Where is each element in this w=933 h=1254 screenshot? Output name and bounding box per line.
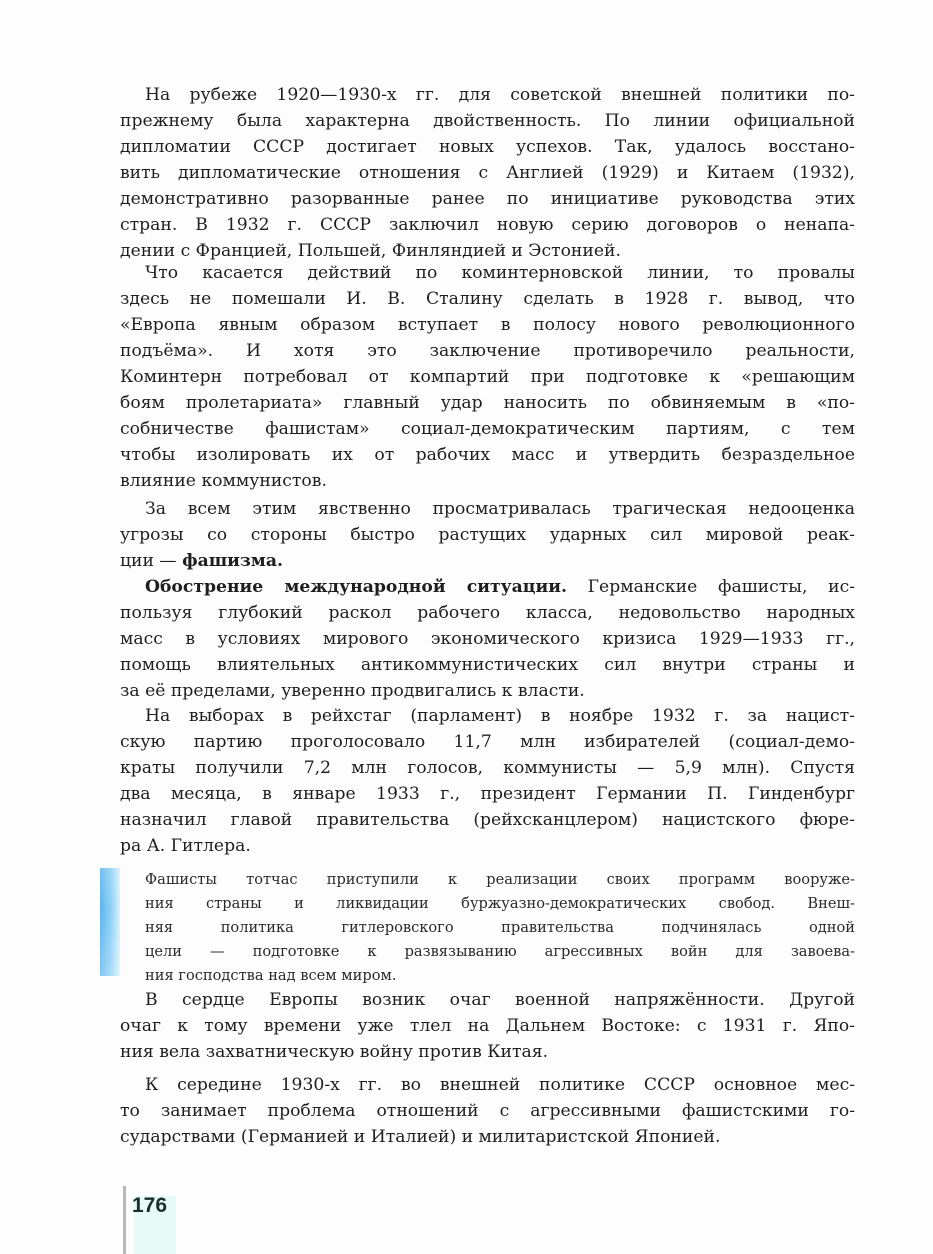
text-segment: стран. В 1932 г. СССР заключил новую серию договоров о ненапа- [120,215,855,235]
text-segment: цели — подготовке к развязыванию агрессивных войн для завоева- [145,943,855,960]
text-segment: подъёма». И хотя это заключение противоречило реальности, [120,341,855,361]
text-line [120,286,855,312]
text-line [120,781,855,807]
text-segment: прежнему была характерна двойственность. По линии официальной [120,111,855,131]
text-segment: влияние коммунистов. [120,471,327,491]
text-line [120,807,855,833]
text-line [145,916,855,940]
text-segment: няя политика гитлеровского правительства подчинялась одной [145,919,855,936]
text-line [120,626,855,652]
text-line [120,496,855,522]
text-segment: дипломатии СССР достигает новых успехов. Так, удалось восстано- [120,137,855,157]
text-segment: К середине 1930-х гг. во внешней политике СССР основное мес- [145,1075,855,1095]
text-segment: За всем этим явственно просматривалась трагическая недооценка [145,499,855,519]
text-line [120,755,855,781]
text-line [120,260,855,286]
text-line [120,442,855,468]
text-segment: ния вела захватническую войну против Китая. [120,1042,549,1062]
text-segment: чтобы изолировать их от рабочих масс и утвердить безраздельное [120,445,855,465]
text-segment: На выборах в рейхстаг (парламент) в ноябре 1932 г. за нацист- [145,706,855,726]
text-line [120,390,855,416]
text-segment: ра А. Гитлера. [120,836,251,856]
text-line [145,892,855,916]
text-segment: ния страны и ликвидации буржуазно-демократических свобод. Внеш- [145,895,855,912]
highlight-marker-bar [100,868,120,976]
text-line [120,82,855,108]
text-line [120,833,855,859]
text-segment: угрозы со стороны быстро растущих ударных сил мировой реак- [120,525,855,545]
highlight-box-text [145,868,855,988]
text-line [120,338,855,364]
bold-term: Обострение международной ситуации. [145,577,567,597]
page-number-rule [123,1186,126,1254]
text-line [120,212,855,238]
text-segment: В сердце Европы возник очаг военной напряжённости. Другой [145,990,855,1010]
text-line [120,703,855,729]
text-line [120,1098,855,1124]
text-segment: сударствами (Германией и Италией) и милитаристской Японией. [120,1127,721,1147]
text-line [120,678,855,704]
text-line [120,548,855,574]
text-segment: Германские фашисты, ис- [566,577,855,597]
text-line [120,134,855,160]
text-segment: краты получили 7,2 млн голосов, коммунисты — 5,9 млн). Спустя [120,758,855,778]
text-line [145,964,855,988]
text-segment: боям пролетариата» главный удар наносить по обвиняемым в «по- [120,393,855,413]
text-segment: здесь не помешали И. В. Сталину сделать в 1928 г. вывод, что [120,289,855,309]
text-line [120,1039,855,1065]
text-segment: Коминтерн потребовал от компартий при подготовке к «решающим [120,367,855,387]
text-segment: ции — [120,551,183,571]
text-segment: очаг к тому времени уже тлел на Дальнем Востоке: с 1931 г. Япо- [120,1016,855,1036]
paragraph-mid-1930s [120,1072,855,1150]
paragraph-hotbeds [120,987,855,1065]
text-line [120,729,855,755]
text-segment: вить дипломатические отношения с Англией (1929) и Китаем (1932), [120,163,855,183]
text-segment: Фашисты тотчас приступили к реализации своих программ вооруже- [145,871,855,888]
page-number: 176 [132,1194,168,1217]
text-line [120,108,855,134]
text-line [120,1013,855,1039]
text-line [120,1072,855,1098]
text-segment: масс в условиях мирового экономического кризиса 1929—1933 гг., [120,629,855,649]
text-line [120,416,855,442]
text-line [120,652,855,678]
text-line [120,186,855,212]
text-line [145,868,855,892]
text-line [120,600,855,626]
text-segment: пользуя глубокий раскол рабочего класса, недовольство народных [120,603,855,623]
text-segment: то занимает проблема отношений с агрессивными фашистскими го- [120,1101,855,1121]
text-line [145,940,855,964]
paragraph-international-situation [120,574,855,704]
paragraph-comintern [120,260,855,494]
paragraph-elections [120,703,855,859]
text-line [120,312,855,338]
paragraph-underestimation [120,496,855,574]
text-segment: ния господства над всем миром. [145,967,397,984]
paragraph-diplomacy [120,82,855,264]
text-line [120,574,855,600]
text-line [120,522,855,548]
text-segment: Что касается действий по коминтерновской линии, то провалы [145,263,855,283]
bold-term: фашизма. [182,551,283,571]
text-segment: скую партию проголосовало 11,7 млн избирателей (социал-демо- [120,732,855,752]
text-segment: демонстративно разорванные ранее по инициативе руководства этих [120,189,855,209]
text-line [120,364,855,390]
text-line [120,987,855,1013]
text-segment: собничестве фашистам» социал-демократическим партиям, с тем [120,419,855,439]
text-segment: помощь влиятельных антикоммунистических сил внутри страны и [120,655,855,675]
text-line [120,1124,855,1150]
text-segment: На рубеже 1920—1930-х гг. для советской внешней политики по- [145,85,855,105]
text-segment: «Европа явным образом вступает в полосу нового революционного [120,315,855,335]
text-segment: за её пределами, уверенно продвигались к власти. [120,681,585,701]
text-segment: назначил главой правительства (рейхсканцлером) нацистского фюре- [120,810,855,830]
text-line [120,160,855,186]
text-line [120,468,855,494]
text-segment: дении с Францией, Польшей, Финляндией и Эстонией. [120,241,621,261]
text-segment: два месяца, в январе 1933 г., президент Германии П. Гинденбург [120,784,855,804]
